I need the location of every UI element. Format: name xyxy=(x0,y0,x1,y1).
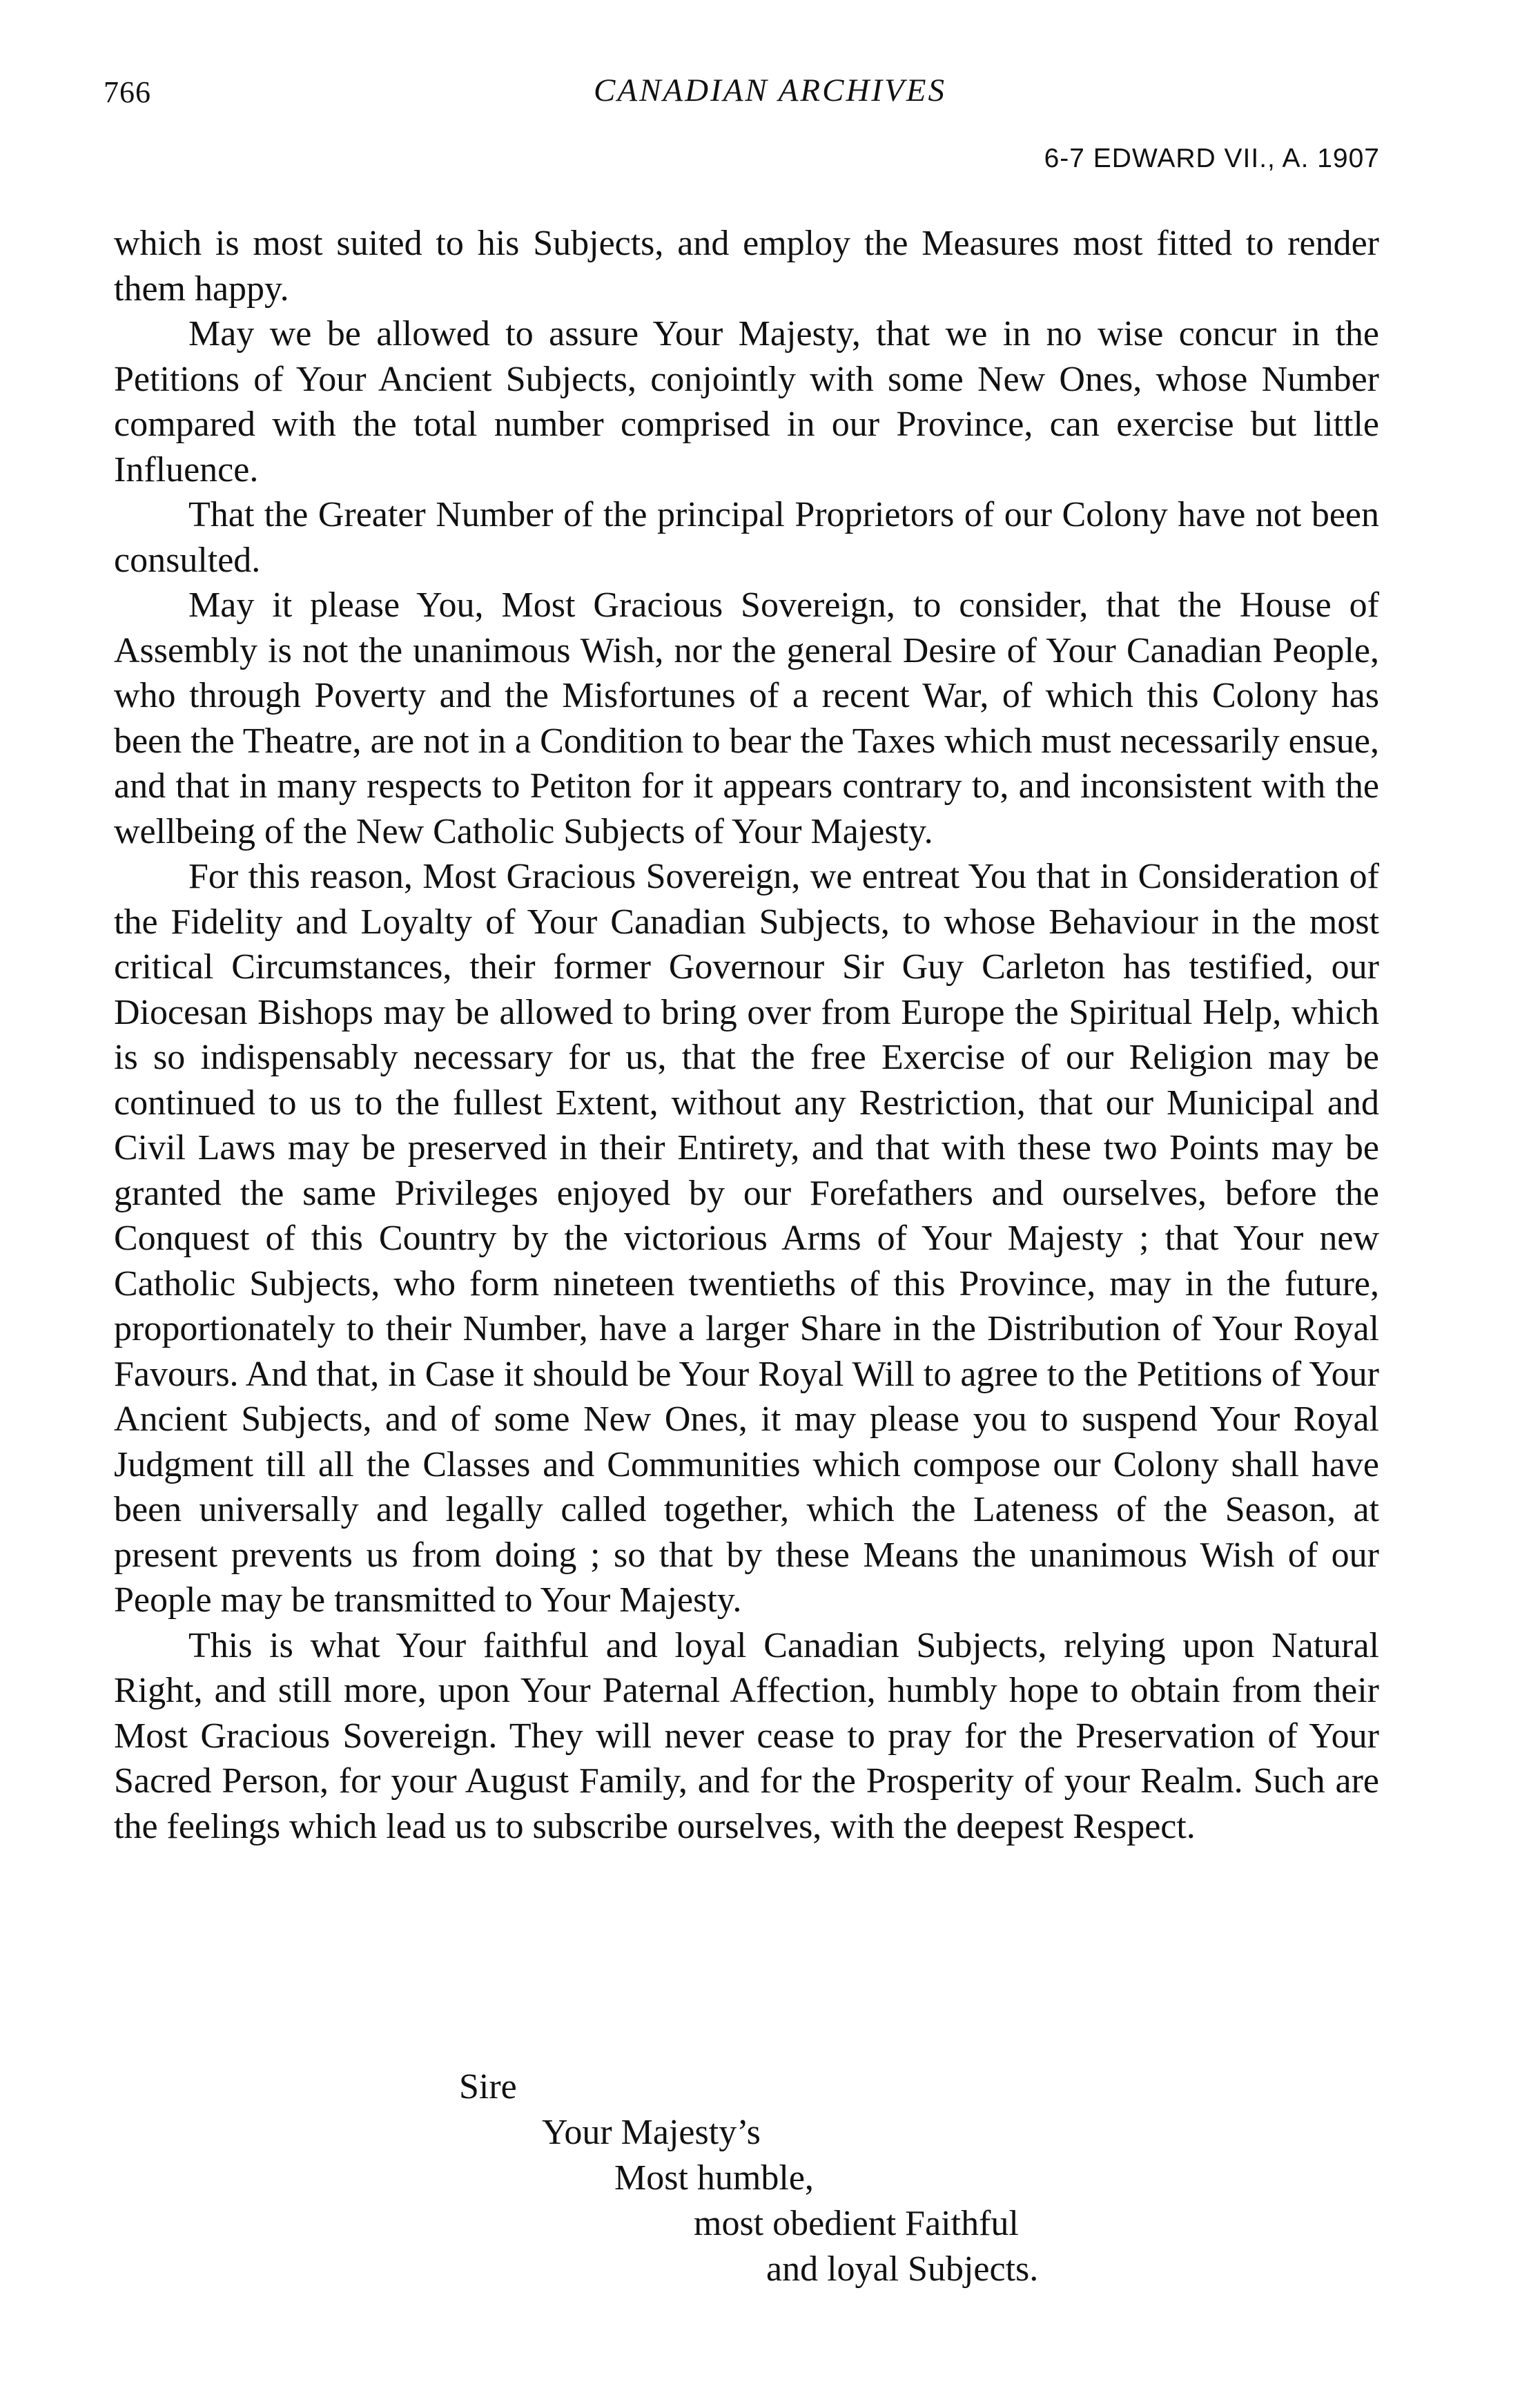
paragraph: which is most suited to his Subjects, and employ the Measures most fitted to render them happy. xyxy=(114,224,1379,309)
paragraph: This is what Your faithful and loyal Canadian Subjects, relying upon Natural Right, and still more, upon Your Paternal Affection, humbly hope to obtain from their Most Gracious Sovereign. They will never cease to pray for the Preservation of Your Sacred Person, for your August Family, and for the Prosperity of your Realm. Such are the feelings which lead us to subscribe ourselves, with the deepest Respect. xyxy=(114,1625,1379,1846)
paragraph: For this reason, Most Gracious Sovereign, we entreat You that in Consideration of the Fidelity and Loyalty of Your Canadian Subjects, to whose Behaviour in the most critical Circumstances, their former Governour Sir Guy Carleton has testified, our Diocesan Bishops may be allowed to bring over from Europe the Spiritual Help, which is so indispensably necessary for us, that the free Exercise of our Religion may be continued to us to the fullest Extent, without any Restriction, that our Municipal and Civil Laws may be preserved in their Entirety, and that with these two Points may be granted the same Privileges enjoyed by our Forefathers and ourselves, before the Conquest of this Country by the victorious Arms of Your Majesty ; that Your new Catholic Subjects, who form nineteen twentieths of this Province, may in the future, proportionately to their Number, have a larger Share in the Distribution of Your Royal Favours. And that, in Case it should be Your Royal Will to agree to the Petitions of Your Ancient Subjects, and of some New Ones, it may please you to suspend Your Royal Judgment till all the Classes and Communities which compose our Colony shall have been universally and legally called together, which the Lateness of the Season, at present prevents us from doing ; so that by these Means the unanimous Wish of our People may be transmitted to Your Majesty. xyxy=(114,857,1379,1620)
closing-line: Most humble, xyxy=(614,2158,814,2198)
closing-line: and loyal Subjects. xyxy=(766,2249,1039,2289)
page-number: 766 xyxy=(104,75,151,109)
closing-salutation: Sire xyxy=(459,2067,517,2106)
running-head: CANADIAN ARCHIVES xyxy=(594,72,946,108)
closing-line: Your Majesty’s xyxy=(542,2113,761,2152)
closing-block xyxy=(0,2064,1540,2292)
paragraph: May it please You, Most Gracious Sovereign, to consider, that the House of Assembly is not the unanimous Wish, nor the general Desire of Your Canadian People, who through Poverty and the Misfortunes of a recent War, of which this Colony has been the Theatre, are not in a Condition to bear the Taxes which must necessarily ensue, and that in many respects to Petiton for it appears contrary to, and inconsistent with the wellbeing of the New Catholic Subjects of Your Majesty. xyxy=(114,585,1379,851)
paragraph: May we be allowed to assure Your Majesty, that we in no wise concur in the Petitions of Your Ancient Subjects, conjointly with some New Ones, whose Number compared with the total number comprised in our Province, can exercise but little Influence. xyxy=(114,314,1379,490)
body-text xyxy=(114,221,1379,1849)
closing-line: most obedient Faithful xyxy=(694,2204,1019,2243)
paragraph: That the Greater Number of the principal Proprietors of our Colony have not been consulted. xyxy=(114,495,1379,580)
edition-label: 6-7 EDWARD VII., A. 1907 xyxy=(1044,144,1380,173)
